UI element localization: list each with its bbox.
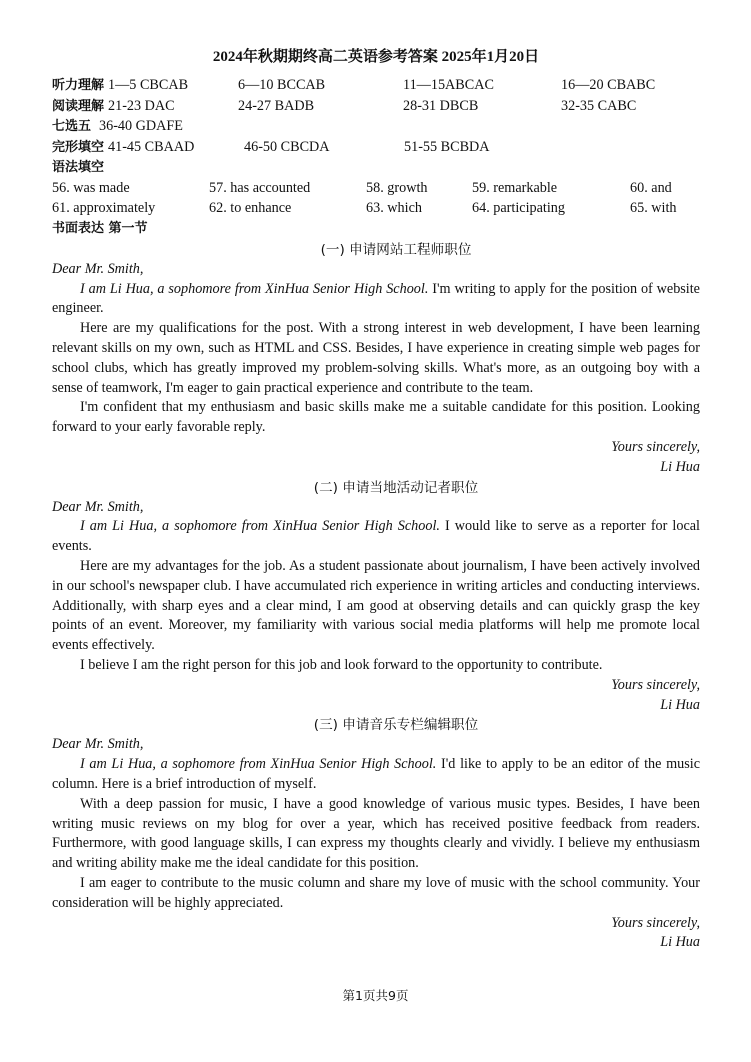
- grammar-section-label: 语法填空: [52, 159, 105, 175]
- answer-item: 41-45 CBAAD: [108, 138, 195, 155]
- grammar-item: 64. participating: [472, 200, 565, 217]
- answer-row-cloze: [52, 137, 700, 158]
- answer-item: 6—10 BCCAB: [238, 77, 326, 94]
- letter-paragraph: I believe I am the right person for this job and look forward to the opportunity to contribute.: [80, 656, 603, 673]
- answer-item: 21-23 DAC: [108, 97, 175, 114]
- sample-letter-1: [52, 240, 700, 478]
- grammar-item: 58. growth: [366, 179, 428, 196]
- answer-row-label: 七选五: [52, 119, 92, 135]
- letter-intro-italic: I am Li Hua, a sophomore from XinHua Senior High School.: [80, 518, 440, 535]
- grammar-item: 60. and: [630, 179, 672, 196]
- grammar-item: 59. remarkable: [472, 179, 558, 196]
- letter-intro: [52, 755, 700, 795]
- sample-letter-2: [52, 478, 700, 716]
- answer-row-listening: [52, 76, 700, 97]
- grammar-item: 57. has accounted: [209, 179, 311, 196]
- letter-heading: (一) 申请网站工程师职位: [320, 241, 472, 258]
- grammar-item: 65. with: [630, 200, 677, 217]
- answer-sheet-page: [52, 48, 700, 953]
- letter-closing: Yours sincerely,: [611, 438, 700, 455]
- letter-intro-rest: I would like to serve as a reporter for local events.: [52, 518, 700, 555]
- letter-heading: (二) 申请当地活动记者职位: [313, 479, 479, 496]
- answer-item: 1—5 CBCAB: [108, 77, 189, 94]
- letter-intro-italic: I am Li Hua, a sophomore from XinHua Senior High School.: [80, 756, 437, 773]
- letter-intro-italic: I am Li Hua, a sophomore from XinHua Senior High School.: [80, 280, 429, 297]
- grammar-item: 56. was made: [52, 179, 130, 196]
- grammar-item: 63. which: [366, 200, 422, 217]
- answer-item: 32-35 CABC: [561, 97, 637, 114]
- letter-paragraph: With a deep passion for music, I have a good knowledge of various music types. Besides, I have been writing music reviews on my blog for over a year, which has received positive feedback from readers. Furthermore, with good language skills, I can express my thoughts clearly and vividly. I believe my enthusiasm and writing ability make me the ideal candidate for this position.: [52, 795, 700, 872]
- answer-item: 51-55 BCBDA: [404, 138, 490, 155]
- answer-item: 16—20 CBABC: [561, 77, 656, 94]
- answer-item: 28-31 DBCB: [403, 97, 479, 114]
- answer-item: 11—15ABCAC: [403, 77, 494, 94]
- letter-closing: Yours sincerely,: [611, 914, 700, 931]
- letter-signature: Li Hua: [660, 696, 700, 713]
- page-title: 2024年秋期期终高二英语参考答案 2025年1月20日: [212, 49, 540, 65]
- letter-salutation: Dear Mr. Smith,: [52, 736, 144, 753]
- grammar-item: 62. to enhance: [209, 200, 292, 217]
- grammar-row: [52, 178, 700, 199]
- letter-intro: [52, 280, 700, 320]
- letter-heading: (三) 申请音乐专栏编辑职位: [313, 717, 479, 734]
- letter-paragraph: Here are my qualifications for the post. With a strong interest in web development, I have been learning relevant skills on my own, such as HTML and CSS. Besides, I have experience in creating simple web pages for school clubs, which has greatly improved my problem-solving skills. What's more, as an outgoing boy with a sense of teamwork, I'm eager to gain practical experience and contribute to the team.: [52, 320, 700, 396]
- answer-row-reading: [52, 96, 700, 117]
- letter-intro-rest: I'm writing to apply for the position of website engineer.: [52, 280, 700, 317]
- letter-closing: Yours sincerely,: [611, 676, 700, 693]
- letter-intro-rest: I'd like to apply to be an editor of the music column. Here is a brief introduction of myself.: [52, 756, 700, 792]
- answer-item: 46-50 CBCDA: [244, 138, 330, 155]
- letter-salutation: Dear Mr. Smith,: [52, 260, 144, 277]
- answer-row-label: 完形填空: [52, 139, 105, 155]
- letter-paragraph: I am eager to contribute to the music column and share my love of music with the school community. Your consideration will be highly appreciated.: [52, 874, 700, 911]
- letter-intro: [52, 517, 700, 557]
- letter-paragraph: Here are my advantages for the job. As a student passionate about journalism, I have been actively involved in our school's newspaper club. I have accumulated rich experience in writing articles and conducting interviews. Additionally, with sharp eyes and a clear mind, I am good at observing details and can quickly grasp the key points of an event. Moreover, my familiarity with various social media platforms will help me promote local events effectively.: [52, 557, 700, 654]
- answer-item: 36-40 GDAFE: [99, 118, 183, 135]
- answer-row-label: 阅读理解: [52, 98, 105, 114]
- letter-salutation: Dear Mr. Smith,: [52, 498, 144, 515]
- letter-paragraph: I'm confident that my enthusiasm and basic skills make me a suitable candidate for this position. Looking forward to your early favorable reply.: [52, 399, 700, 436]
- answer-row-label: 听力理解: [52, 78, 105, 94]
- answer-item: 24-27 BADB: [238, 97, 315, 114]
- page-number-footer: 第1页共9页: [342, 988, 409, 1003]
- letter-signature: Li Hua: [660, 458, 700, 475]
- writing-section-label: 书面表达 第一节: [52, 221, 148, 237]
- answer-row-seven-choose-five: [52, 117, 700, 138]
- letter-signature: Li Hua: [660, 934, 700, 951]
- sample-letter-3: [52, 715, 700, 953]
- grammar-row: [52, 199, 700, 220]
- grammar-item: 61. approximately: [52, 200, 156, 217]
